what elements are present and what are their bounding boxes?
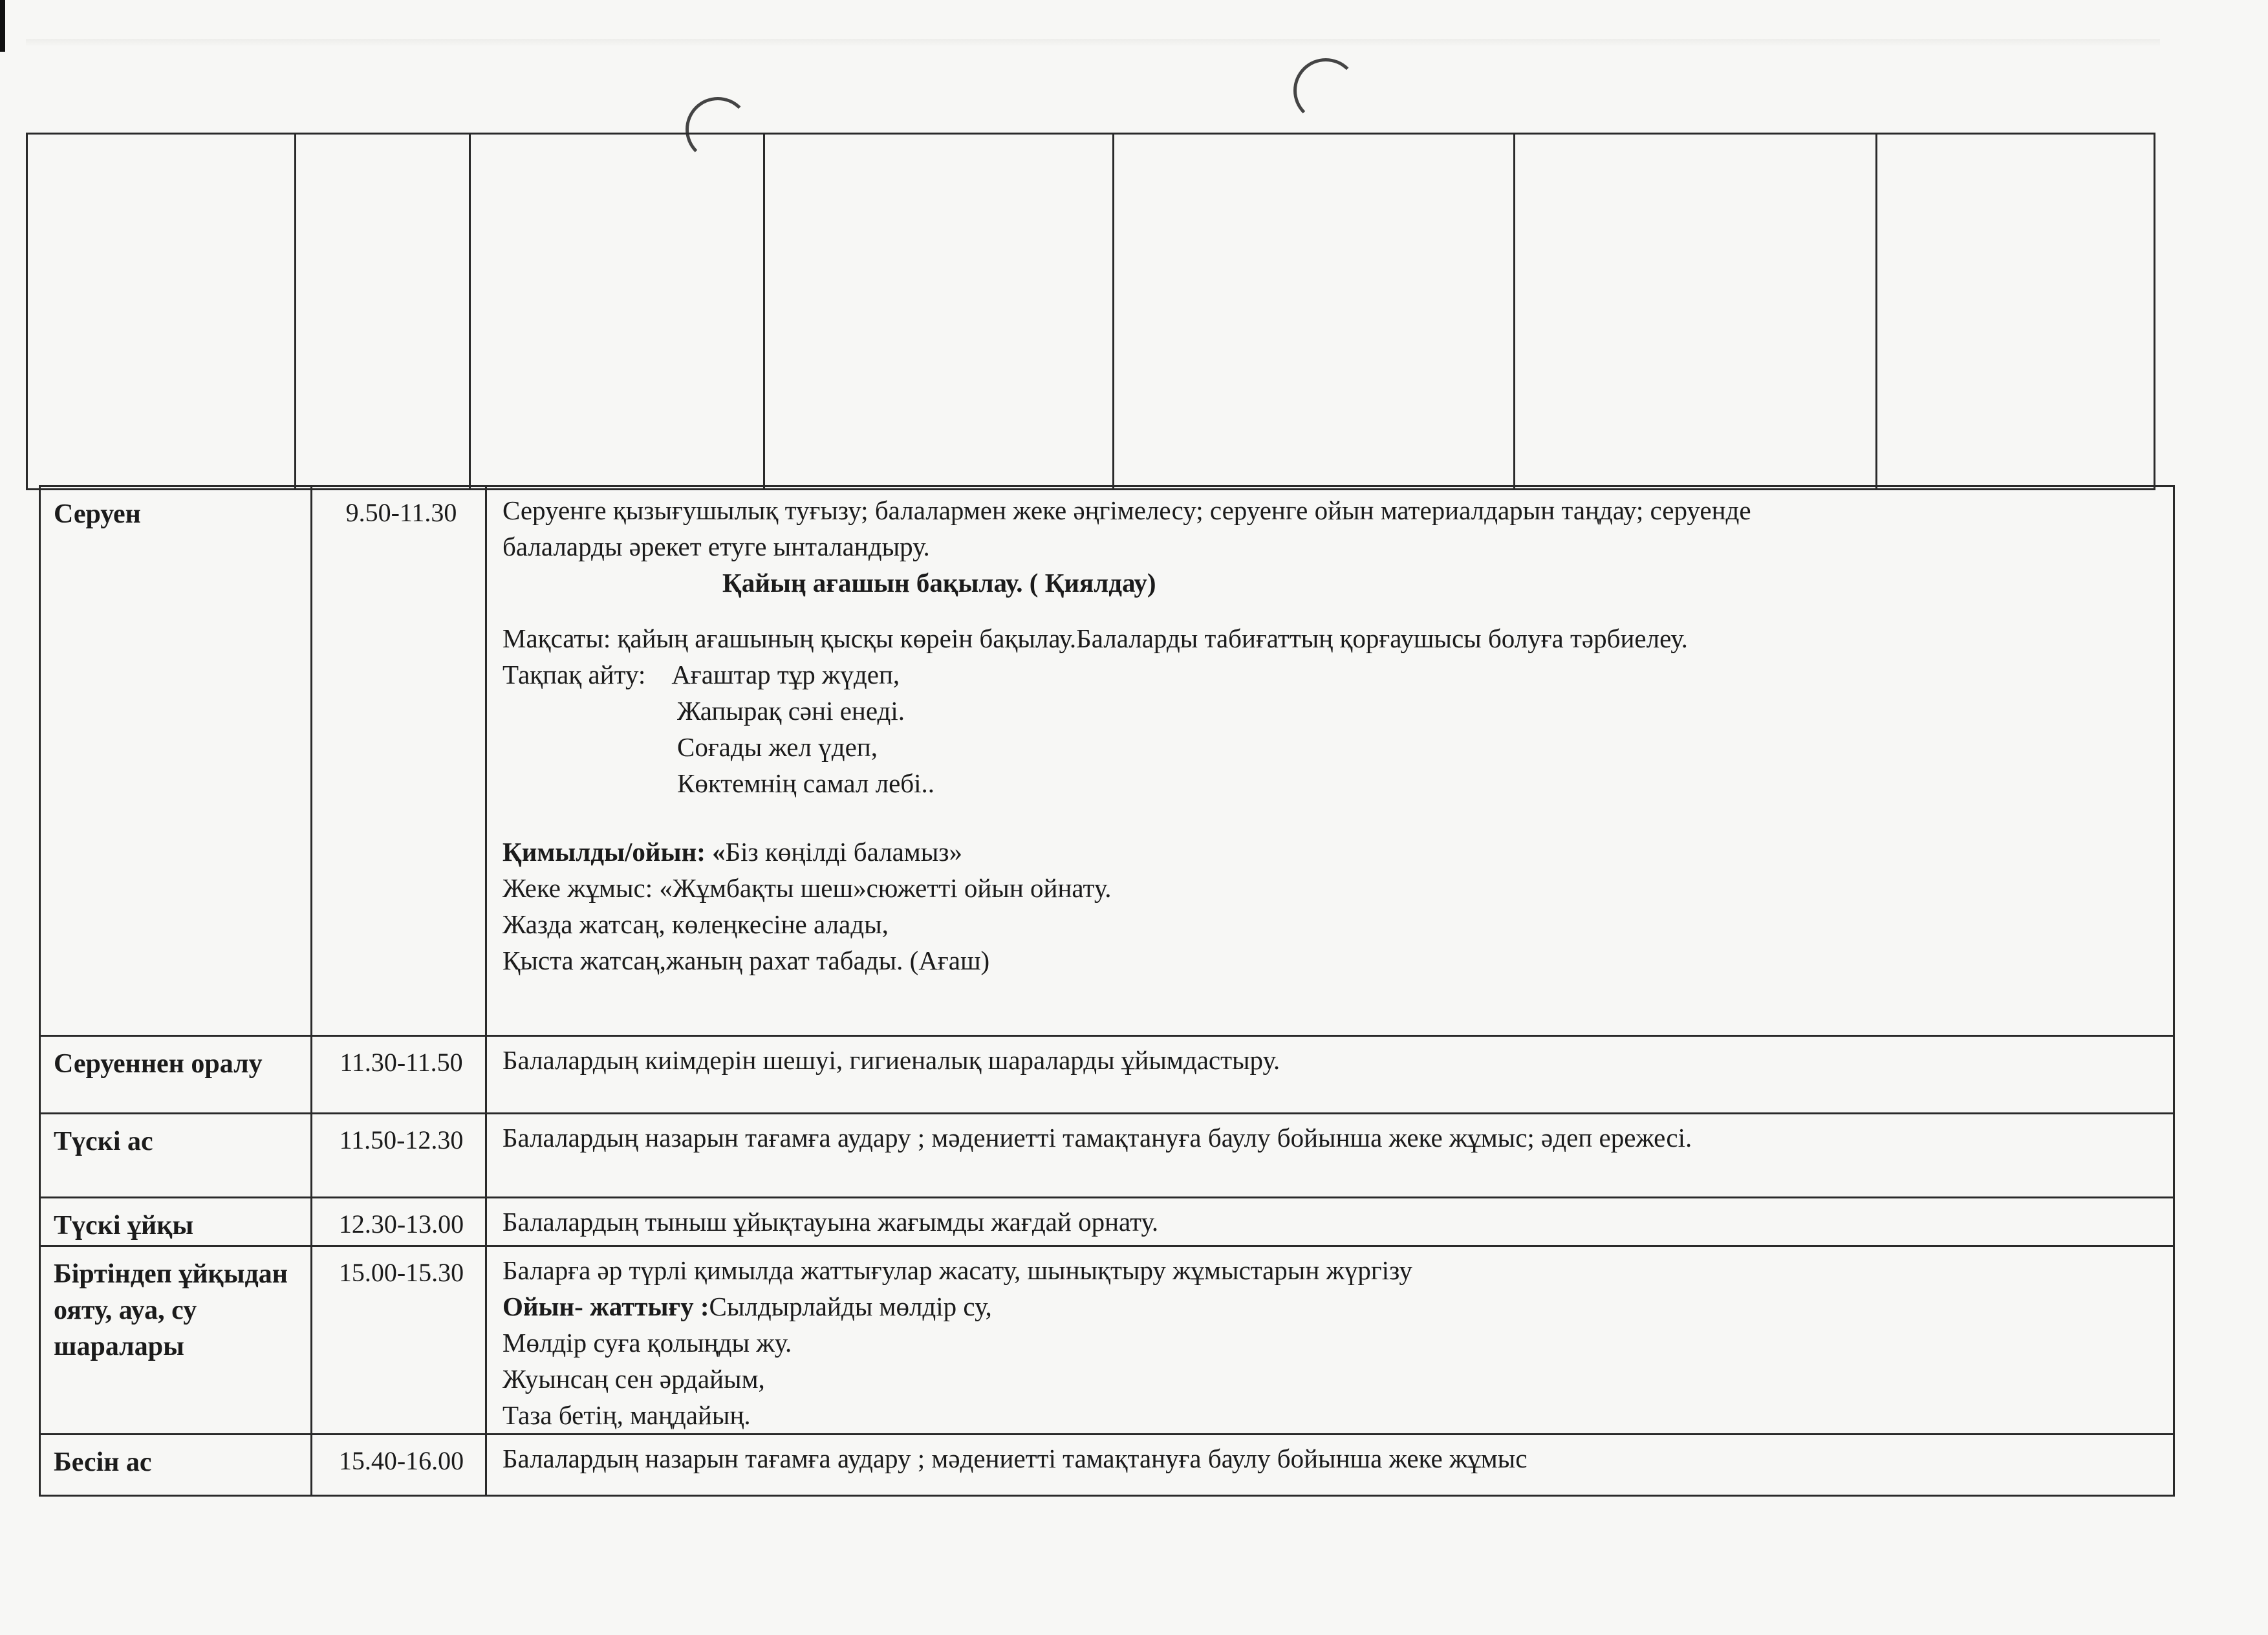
- time-cell: 15.40-16.00: [312, 1435, 486, 1496]
- poem-line: Жапырақ сәні енеді.: [677, 696, 905, 726]
- daily-schedule-table: [39, 485, 2175, 1497]
- time-cell: 15.00-15.30: [312, 1246, 486, 1435]
- poem-line: [502, 656, 2165, 693]
- poem-line-text: Ағаштар тұр жүдеп,: [671, 660, 900, 689]
- observation-title: Қайың ағашын бақылау. ( Қиялдау): [722, 568, 1156, 598]
- description-cell: [486, 1246, 2174, 1435]
- table-row-wakeup: [40, 1246, 2174, 1435]
- poem-line: Таза бетің, маңдайың.: [502, 1400, 751, 1430]
- table-row-lunch: [40, 1114, 2174, 1198]
- activity-cell: Серуеннен оралу: [40, 1036, 312, 1114]
- time-cell: 11.30-11.50: [312, 1036, 486, 1114]
- description-cell: Балалардың тыныш ұйықтауына жағымды жағдай орнату.: [486, 1198, 2174, 1246]
- empty-cell: [1877, 134, 2155, 490]
- description-cell: Балалардың назарын тағамға аудару ; мәдениетті тамақтануға баулу бойынша жеке жұмыс: [486, 1435, 2174, 1496]
- intro-line: балаларды әрекет етуге ынталандыру.: [502, 532, 930, 561]
- goal-text: Мақсаты: қайың ағашының қысқы көреін бақылау.Балаларды табиғаттың қорғаушысы болуға тәрбиелеу.: [502, 623, 1688, 653]
- table-row-snack: [40, 1435, 2174, 1496]
- empty-cell: [27, 134, 296, 490]
- empty-cell: [1515, 134, 1877, 490]
- time-cell: 11.50-12.30: [312, 1114, 486, 1198]
- activity-cell: Серуен: [40, 486, 312, 1036]
- activity-cell: Біртіндеп ұйқыдан ояту, ауа, су шаралары: [40, 1246, 312, 1435]
- game-label: Ойын- жаттығу :: [502, 1292, 709, 1321]
- game-title: Біз көңілді баламыз»: [725, 837, 962, 867]
- poem-line-text: Сылдырлайды мөлдір су,: [709, 1292, 992, 1321]
- poem-line: Мөлдір суға қолыңды жу.: [502, 1328, 792, 1358]
- game-line: [502, 834, 2165, 870]
- empty-cell: [470, 134, 764, 490]
- scan-edge: [0, 0, 5, 52]
- game-line: [502, 1288, 2165, 1325]
- description-cell: Балалардың назарын тағамға аудару ; мәдениетті тамақтануға баулу бойынша жеке жұмыс; әдеп ережесі.: [486, 1114, 2174, 1198]
- poem-label: Тақпақ айту:: [502, 660, 646, 689]
- poem-line: Соғады жел үдеп,: [677, 732, 878, 762]
- poem-line: Жуынсаң сен әрдайым,: [502, 1364, 765, 1394]
- description-cell: Балалардың киімдерін шешуі, гигиеналық шараларды ұйымдастыру.: [486, 1036, 2174, 1114]
- time-cell: 9.50-11.30: [312, 486, 486, 1036]
- activity-cell: Бесін ас: [40, 1435, 312, 1496]
- activity-cell: Түскі ас: [40, 1114, 312, 1198]
- spacer: [502, 801, 2165, 834]
- empty-cell: [296, 134, 470, 490]
- table-row-return: [40, 1036, 2174, 1114]
- table-row-nap: [40, 1198, 2174, 1246]
- game-label: Қимылды/ойын: «: [502, 837, 726, 867]
- empty-cell: [1114, 134, 1515, 490]
- poem-line: Көктемнің самал лебі..: [677, 768, 935, 798]
- upper-empty-grid: [26, 133, 2155, 490]
- time-cell: 12.30-13.00: [312, 1198, 486, 1246]
- individual-work: Жеке жұмыс: «Жұмбақты шеш»сюжетті ойын ойнату.: [502, 873, 1112, 903]
- riddle-line: Жазда жатсаң, көлеңкесіне алады,: [502, 909, 889, 939]
- binder-hole-right: [1293, 58, 1358, 123]
- riddle-line: Қыста жатсаң,жаның рахат табады. (Ағаш): [502, 946, 990, 975]
- empty-cell: [764, 134, 1114, 490]
- description-cell: [486, 486, 2174, 1036]
- torn-top-edge: [26, 39, 2160, 47]
- exercise-text: Баларға әр түрлі қимылда жаттығулар жасату, шынықтыру жұмыстарын жүргізу: [502, 1255, 1412, 1285]
- activity-cell: Түскі ұйқы: [40, 1198, 312, 1246]
- table-row-walk: [40, 486, 2174, 1036]
- intro-line: Серуенге қызығушылық туғызу; балалармен жеке әңгімелесу; серуенге ойын материалдарын таңдау; серуенде: [502, 495, 1751, 525]
